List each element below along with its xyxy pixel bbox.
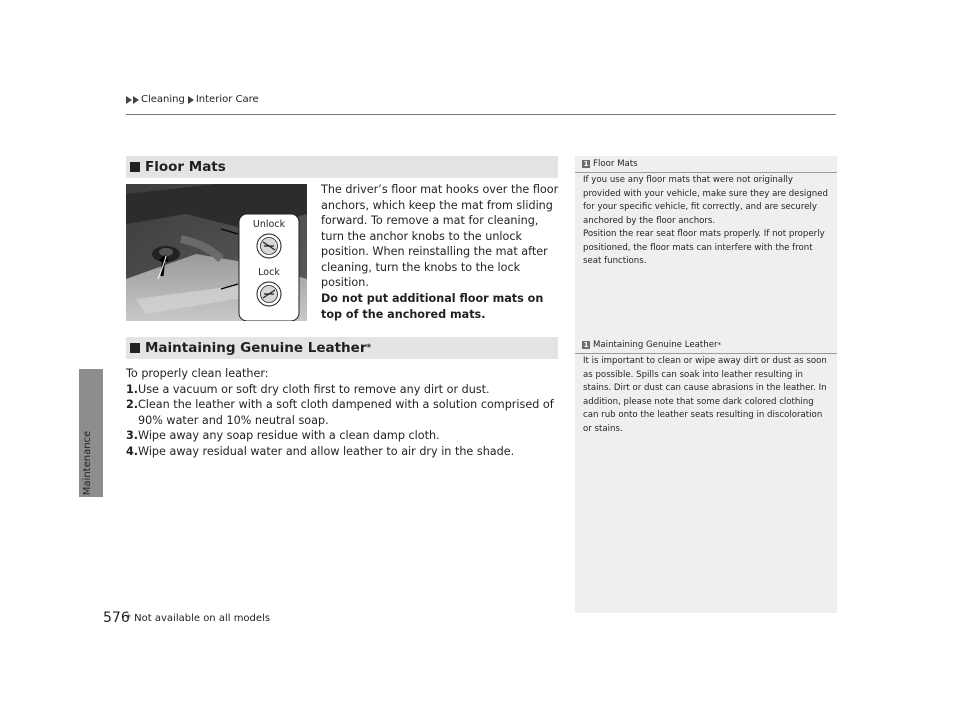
note-leather-asterisk[interactable]: * bbox=[717, 341, 722, 349]
list-item bbox=[126, 444, 558, 460]
note-link-icon: 1 bbox=[583, 341, 589, 349]
breadcrumb bbox=[126, 94, 262, 105]
floor-mats-warning: Do not put additional floor mats on top of the anchored mats. bbox=[321, 292, 544, 321]
arrow-right-icon bbox=[126, 96, 132, 104]
footnote: * Not available on all models bbox=[126, 613, 271, 624]
floor-mat-anchor-figure bbox=[126, 184, 307, 321]
step-text: Use a vacuum or soft dry cloth first to remove any dirt or dust. bbox=[138, 382, 490, 396]
note-divider bbox=[575, 172, 837, 173]
leather-heading bbox=[126, 337, 558, 359]
header-divider bbox=[126, 114, 836, 115]
step-number: 4. bbox=[126, 444, 139, 458]
breadcrumb-cleaning[interactable]: Cleaning bbox=[141, 94, 185, 105]
arrow-right-icon bbox=[133, 96, 139, 104]
leather-heading-asterisk[interactable]: * bbox=[366, 343, 372, 353]
note-floor-mats-heading[interactable] bbox=[582, 159, 638, 169]
note-divider bbox=[575, 353, 837, 354]
leather-steps bbox=[126, 366, 558, 459]
note-floor-mats-title: Floor Mats bbox=[593, 159, 638, 169]
list-item bbox=[126, 382, 558, 398]
breadcrumb-interior-care[interactable]: Interior Care bbox=[195, 94, 259, 105]
step-text: Wipe away residual water and allow leather to air dry in the shade. bbox=[138, 444, 515, 458]
leather-heading-text: Maintaining Genuine Leather bbox=[145, 340, 367, 356]
note-leather-title: Maintaining Genuine Leather bbox=[593, 340, 718, 350]
heading-square-icon bbox=[130, 343, 140, 353]
floor-mats-paragraph: The driver’s floor mat hooks over the floor anchors, which keep the mat from sliding forward. To remove a mat for cleaning, turn the anchor knobs to the unlock position. When reinstalling the mat after cleaning, turn the knobs to the lock position. bbox=[321, 183, 559, 289]
list-item bbox=[126, 428, 558, 444]
unlock-label: Unlock bbox=[252, 219, 286, 230]
note-floor-mats-text: If you use any floor mats that were not originally provided with your vehicle, make sure they are designed for your specific vehicle, fit correctly, and are securely anchored by the floor anchors. Position the rear seat floor mats properly. If not properly positioned, the floor mats can interfere with the front seat functions. bbox=[583, 175, 828, 266]
floor-mats-heading-text: Floor Mats bbox=[145, 159, 226, 175]
note-link-icon: 1 bbox=[583, 160, 589, 168]
note-leather-text: It is important to clean or wipe away dirt or dust as soon as possible. Spills can soak into leather resulting in stains. Dirt or dust can cause abrasions in the leather. In addition, please note that some dark colored clothing can rub onto the leather seats resulting in discoloration or stains. bbox=[583, 356, 827, 434]
floor-mat-illustration bbox=[126, 184, 307, 321]
note-leather-heading[interactable] bbox=[582, 340, 721, 350]
page-number: 576 bbox=[103, 610, 130, 626]
step-text: Wipe away any soap residue with a clean damp cloth. bbox=[138, 429, 440, 442]
heading-square-icon bbox=[130, 162, 140, 172]
lock-label: Lock bbox=[258, 267, 280, 278]
list-item bbox=[126, 397, 558, 428]
step-number: 1. bbox=[126, 382, 139, 396]
leather-intro: To properly clean leather: bbox=[126, 367, 269, 380]
step-number: 2. bbox=[126, 398, 139, 411]
step-text: Clean the leather with a soft cloth dampened with a solution comprised of 90% water and 10% neutral soap. bbox=[138, 398, 554, 427]
chapter-tab-label: Maintenance bbox=[82, 430, 93, 496]
arrow-right-icon bbox=[188, 96, 194, 104]
floor-mats-heading bbox=[126, 156, 558, 178]
step-number: 3. bbox=[126, 429, 139, 442]
